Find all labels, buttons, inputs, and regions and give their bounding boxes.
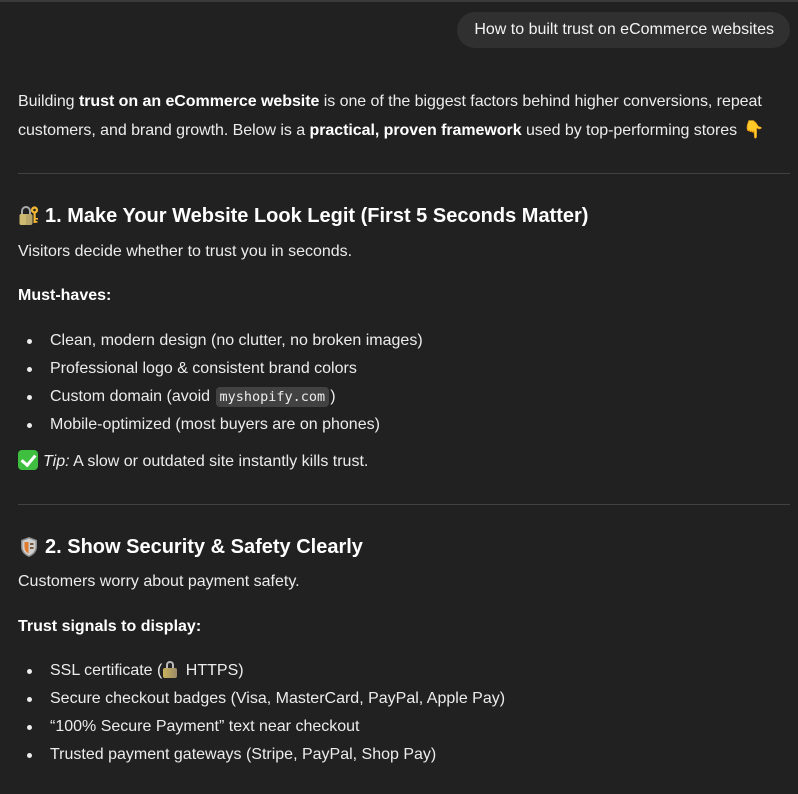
list-item bbox=[18, 411, 423, 439]
window-top-edge bbox=[0, 0, 798, 2]
section-2-description: Customers worry about payment safety. bbox=[18, 573, 300, 590]
bullet-icon bbox=[27, 423, 32, 428]
list-item-text: Clean, modern design (no clutter, no broken images) bbox=[50, 332, 423, 349]
bullet-icon bbox=[27, 725, 32, 730]
section-1-tip bbox=[18, 448, 368, 476]
user-message-row bbox=[457, 12, 790, 48]
lock-icon bbox=[163, 661, 177, 678]
section-1-description: Visitors decide whether to trust you in seconds. bbox=[18, 243, 353, 260]
intro-paragraph bbox=[18, 88, 793, 145]
intro-text: used by top-performing stores bbox=[521, 122, 738, 139]
section-2-subheading bbox=[18, 613, 201, 641]
list-item bbox=[18, 355, 423, 383]
list-item-text: Trusted payment gateways (Stripe, PayPal, Shop Pay) bbox=[50, 746, 437, 763]
section-1-subheading bbox=[18, 282, 111, 310]
intro-text: Building bbox=[18, 93, 79, 110]
shield-icon bbox=[18, 536, 40, 558]
bullet-icon bbox=[27, 367, 32, 372]
list-item bbox=[18, 741, 505, 769]
bullet-icon bbox=[27, 669, 32, 674]
bullet-icon bbox=[27, 339, 32, 344]
list-item bbox=[18, 713, 505, 741]
list-item bbox=[18, 327, 423, 355]
bullet-icon bbox=[27, 697, 32, 702]
tip-label: Tip: bbox=[43, 453, 70, 470]
user-message-bubble: How to built trust on eCommerce websites bbox=[457, 12, 790, 48]
section-divider bbox=[18, 504, 790, 505]
list-item-text: ) bbox=[330, 388, 336, 405]
list-item-text: Mobile-optimized (most buyers are on phones) bbox=[50, 416, 380, 433]
list-item-text: SSL certificate ( bbox=[50, 662, 163, 679]
intro-bold-text: trust on an eCommerce website bbox=[78, 93, 320, 110]
inline-code: myshopify.com bbox=[216, 387, 330, 407]
section-divider bbox=[18, 173, 790, 174]
section-2-title: 2. Show Security & Safety Clearly bbox=[45, 536, 363, 558]
list-item bbox=[18, 383, 423, 411]
tip-text: A slow or outdated site instantly kills trust. bbox=[69, 453, 369, 470]
section-1-heading bbox=[18, 202, 588, 230]
locked-with-key-icon bbox=[18, 205, 40, 227]
list-item bbox=[18, 657, 505, 685]
intro-bold-text: practical, proven framework bbox=[309, 122, 522, 139]
list-item-text: Secure checkout badges (Visa, MasterCard, PayPal, Apple Pay) bbox=[50, 690, 506, 707]
must-haves-list bbox=[18, 327, 423, 439]
section-2-heading bbox=[18, 533, 363, 561]
list-item-text: Professional logo & consistent brand colors bbox=[50, 360, 357, 377]
trust-signals-list bbox=[18, 657, 505, 769]
list-item bbox=[18, 685, 505, 713]
list-item-text: “100% Secure Payment” text near checkout bbox=[50, 718, 360, 735]
list-item-text: Custom domain (avoid bbox=[50, 388, 215, 405]
bullet-icon bbox=[27, 753, 32, 758]
must-haves-label: Must-haves: bbox=[18, 287, 112, 304]
check-mark-button-icon bbox=[18, 450, 38, 470]
list-item-text: HTTPS) bbox=[181, 662, 244, 679]
pointing-down-icon: 👇 bbox=[743, 120, 765, 139]
trust-signals-label: Trust signals to display: bbox=[18, 618, 202, 635]
intro-text: is one of the biggest factors behind higher conversions, repeat customers, and brand growth. Below is a bbox=[18, 93, 762, 139]
bullet-icon bbox=[27, 395, 32, 400]
section-1-title: 1. Make Your Website Look Legit (First 5 Seconds Matter) bbox=[45, 205, 589, 227]
